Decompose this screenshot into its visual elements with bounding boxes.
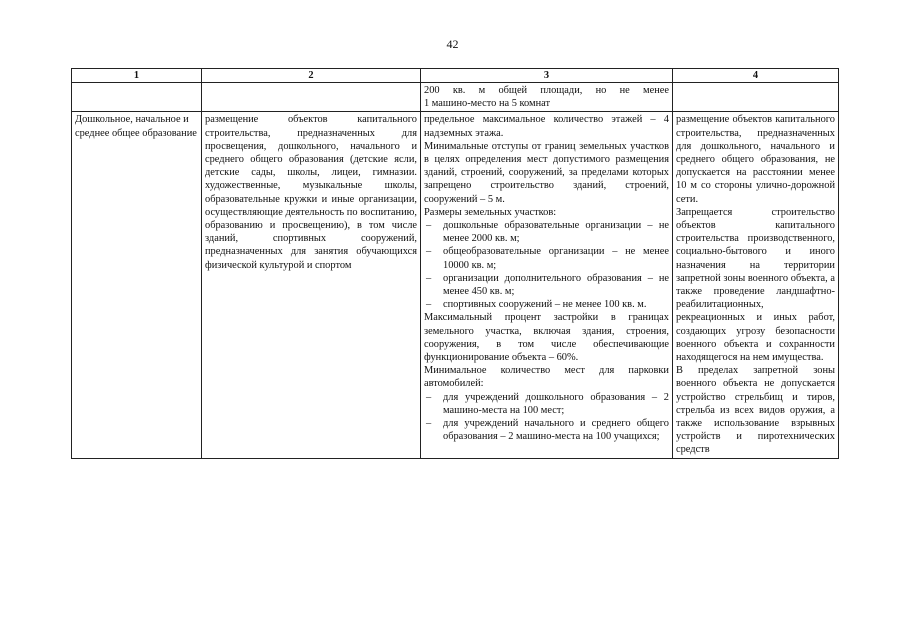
- page-number: 42: [446, 37, 459, 51]
- restriction-text: Запрещается строительство объектов капитального строительства производственного, социально-бытового и иного назначения на территории запретной зоны военного объекта, а также проведение ландшафтно-реабилитационных,: [676, 206, 835, 311]
- plot-sizes-list: [424, 219, 669, 311]
- use-type-description: [202, 112, 421, 458]
- zoning-table: [71, 68, 839, 459]
- restriction-text: размещение объектов капитального строительства, предназначенных для дошкольного, начального и среднего общего образования, не допускается на расстоянии менее 10 м со стороны улично-дорожной сети.: [676, 114, 835, 205]
- plot-sizes-heading: Размеры земельных участков:: [424, 206, 557, 218]
- restriction-text: рекреационных и иных работ, создающих угрозу безопасности военного объекта и сохранности находящегося на нем имущества.: [676, 312, 835, 364]
- continuation-line: 1 машино-место на 5 комнат: [424, 98, 551, 110]
- list-item: – для учреждений дошкольного образования – 2 машино-места на 100 мест;: [424, 391, 669, 417]
- cell-empty: [202, 83, 421, 112]
- header-col-2: 2: [202, 69, 421, 83]
- cell-empty: [673, 83, 839, 112]
- setbacks-text: Минимальные отступы от границ земельных участков в целях определения мест допустимого размещения зданий, строений, сооружений, за пределами которых запрещено строительство зданий, строений, сооружений – 5 м.: [424, 140, 669, 205]
- parking-heading: Минимальное количество мест для парковки автомобилей:: [424, 365, 669, 390]
- use-type-text: Дошкольное, начальное и среднее общее образование: [75, 114, 197, 139]
- header-row: [72, 69, 839, 83]
- table-row: [72, 83, 839, 112]
- description-text: размещение объектов капитального строительства, предназначенных для просвещения, дошкольного, начального и среднего общего образования (детские ясли, детские сады, школы, лицеи, гимназии. художественные, музыкальные школы, образовательные кружки и иные организации, осуществляющие деятельность по воспитанию, образованию и просвещению), в том числе зданий, спортивных сооружений, предназначенных для занятия обучающихся физической культурой и спортом: [205, 114, 417, 271]
- max-floors-text: предельное максимальное количество этажей – 4 надземных этажа.: [424, 114, 669, 139]
- list-item: – организации дополнительного образования – не менее 450 кв. м;: [424, 272, 669, 298]
- cell-continuation: [421, 83, 673, 112]
- header-col-1: 1: [72, 69, 202, 83]
- header-col-3: 3: [421, 69, 673, 83]
- list-item: – спортивных сооружений – не менее 100 кв. м.: [424, 298, 669, 311]
- continuation-line: 200 кв. м общей площади, но не менее: [424, 85, 669, 96]
- cell-empty: [72, 83, 202, 112]
- list-item: – дошкольные образовательные организации – не менее 2000 кв. м;: [424, 219, 669, 245]
- restrictions-cell: [673, 112, 839, 458]
- parameters-cell: [421, 112, 673, 458]
- table-row: [72, 112, 839, 458]
- restriction-text: В пределах запретной зоны военного объекта не допускается устройство стрельбищ и тиров, стрельба из всех видов оружия, а также использование взрывных устройств и пиротехнических средств: [676, 365, 835, 456]
- parking-list: [424, 391, 669, 444]
- coverage-text: Максимальный процент застройки в границах земельного участка, включая здания, строения, сооружения, в том числе обеспечивающие функционирование объекта – 60%.: [424, 312, 669, 364]
- header-col-4: 4: [673, 69, 839, 83]
- list-item: – для учреждений начального и среднего общего образования – 2 машино-места на 100 учащихся;: [424, 417, 669, 443]
- use-type-name: [72, 112, 202, 458]
- list-item: – общеобразовательные организации – не менее 10000 кв. м;: [424, 245, 669, 271]
